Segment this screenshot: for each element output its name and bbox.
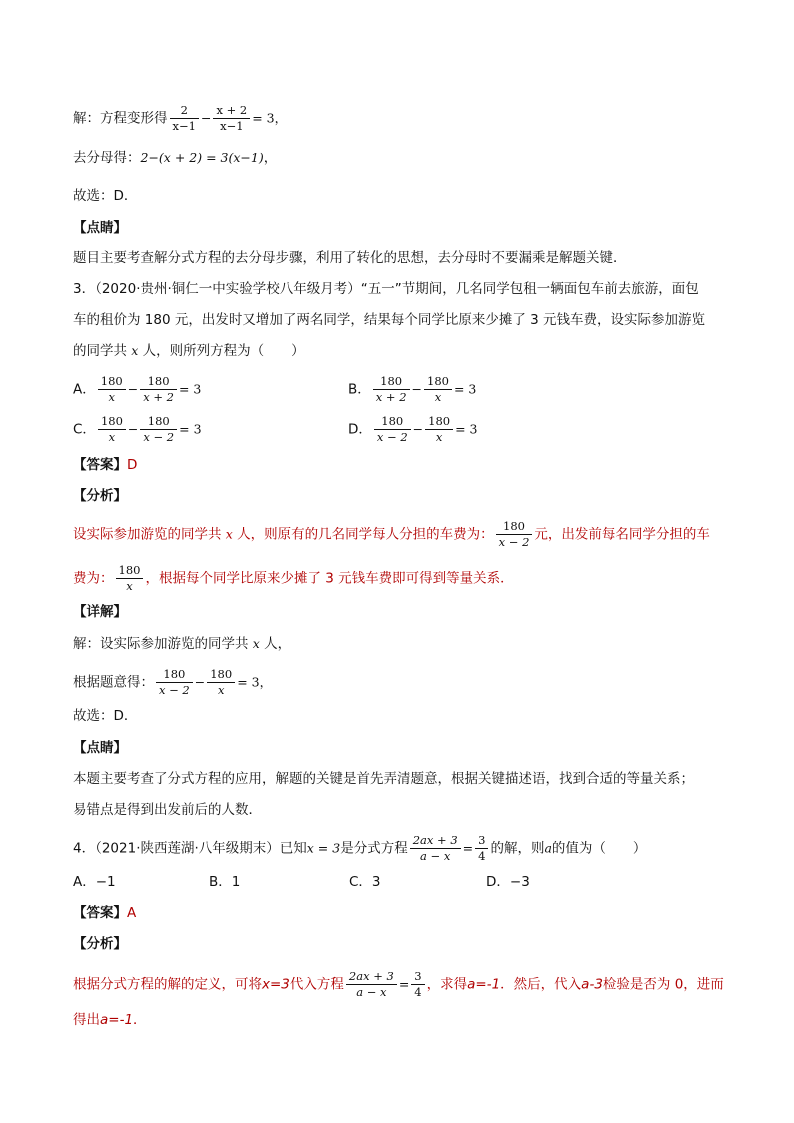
q4-answer: 【答案】A (73, 905, 137, 921)
q3-option-a: A． $\frac{180}{x}$ − $\frac{180}{x + 2}$ = 3 (73, 374, 202, 404)
q3-analysis-tag: 【分析】 (73, 488, 127, 504)
q3-option-b: B． $\frac{180}{x + 2}$ − $\frac{180}{x}$ = 3 (348, 374, 477, 404)
q4-stem: 4．（2021·陕西莲湖·八年级期末）已知x = 3是分式方程 $\frac{2ax + 3}{a - x}$ = $\frac{3}{4}$ 的解，则a的值为（ ） (73, 833, 647, 863)
q4-analysis-tag: 【分析】 (73, 936, 127, 952)
solution-line-transform: 解：方程变形得 $\frac{2}{x-1}$ − $\frac{x + 2}{x-1}$ = 3， (73, 103, 288, 133)
q3-stem-line1: 3．（2020·贵州·铜仁一中实验学校八年级月考）“五一”节期间，几名同学包租一辆面包车前去旅游，面包 (73, 281, 699, 297)
q4-option-a: A．−1 (73, 874, 116, 890)
q3-dianjing-line2: 易错点是得到出发前后的人数． (73, 802, 262, 818)
q3-dianjing-tag: 【点睛】 (73, 740, 127, 756)
q3-detail-line2: 根据题意得： $\frac{180}{x - 2}$ − $\frac{180}{x}$ = 3， (73, 667, 273, 697)
q3-dianjing-line1: 本题主要考查了分式方程的应用，解题的关键是首先弄清题意，根据关键描述语，找到合适的等量关系； (73, 771, 694, 787)
q4-analysis-line1: 根据分式方程的解的定义，可将x=3代入方程 $\frac{2ax + 3}{a - x}$ = $\frac{3}{4}$ ，求得a=-1．然后，代入a-3检验是否为 0，进而 (73, 969, 724, 999)
text: 解：方程变形得 (73, 110, 168, 127)
solution-choice: 故选：D． (73, 188, 138, 204)
dianjing-text: 题目主要考查解分式方程的去分母步骤，利用了转化的思想，去分母时不要漏乘是解题关键． (73, 250, 627, 266)
fraction: $\frac{x + 2}{x-1}$ (213, 104, 250, 133)
q4-option-d: D．−3 (486, 874, 530, 890)
q3-detail-tag: 【详解】 (73, 604, 127, 620)
q3-stem-line2: 车的租价为 180 元，出发时又增加了两名同学，结果每个同学比原来少摊了 3 元钱车费，设实际参加游览 (73, 312, 706, 328)
q3-analysis-line2: 费为： $\frac{180}{x}$ ，根据每个同学比原来少摊了 3 元钱车费即可得到等量关系． (73, 563, 514, 593)
q3-option-c: C． $\frac{180}{x}$ − $\frac{180}{x - 2}$ = 3 (73, 414, 202, 444)
q3-answer: 【答案】D (73, 457, 138, 473)
section-tag-dianjing: 【点睛】 (73, 220, 127, 236)
q4-option-c: C．3 (349, 874, 381, 890)
fraction: $\frac{2}{x-1}$ (170, 104, 199, 133)
q3-analysis-line1: 设实际参加游览的同学共 x 人，则原有的几名同学每人分担的车费为： $\frac{180}{x - 2}$ 元，出发前每名同学分担的车 (73, 519, 710, 549)
q3-detail-choice: 故选：D． (73, 708, 138, 724)
q3-detail-line1: 解：设实际参加游览的同学共 x 人， (73, 636, 292, 652)
q3-stem-line3: 的同学共 x 人，则所列方程为（ ） (73, 343, 305, 359)
equation: 2−(x + 2) = 3(x−1) (140, 150, 264, 165)
q3-option-d: D． $\frac{180}{x - 2}$ − $\frac{180}{x}$ = 3 (348, 414, 478, 444)
q4-analysis-line2: 得出a=-1． (73, 1012, 147, 1028)
solution-line-clear-denominator: 去分母得：2−(x + 2) = 3(x−1)， (73, 150, 278, 166)
q4-option-b: B．1 (209, 874, 241, 890)
